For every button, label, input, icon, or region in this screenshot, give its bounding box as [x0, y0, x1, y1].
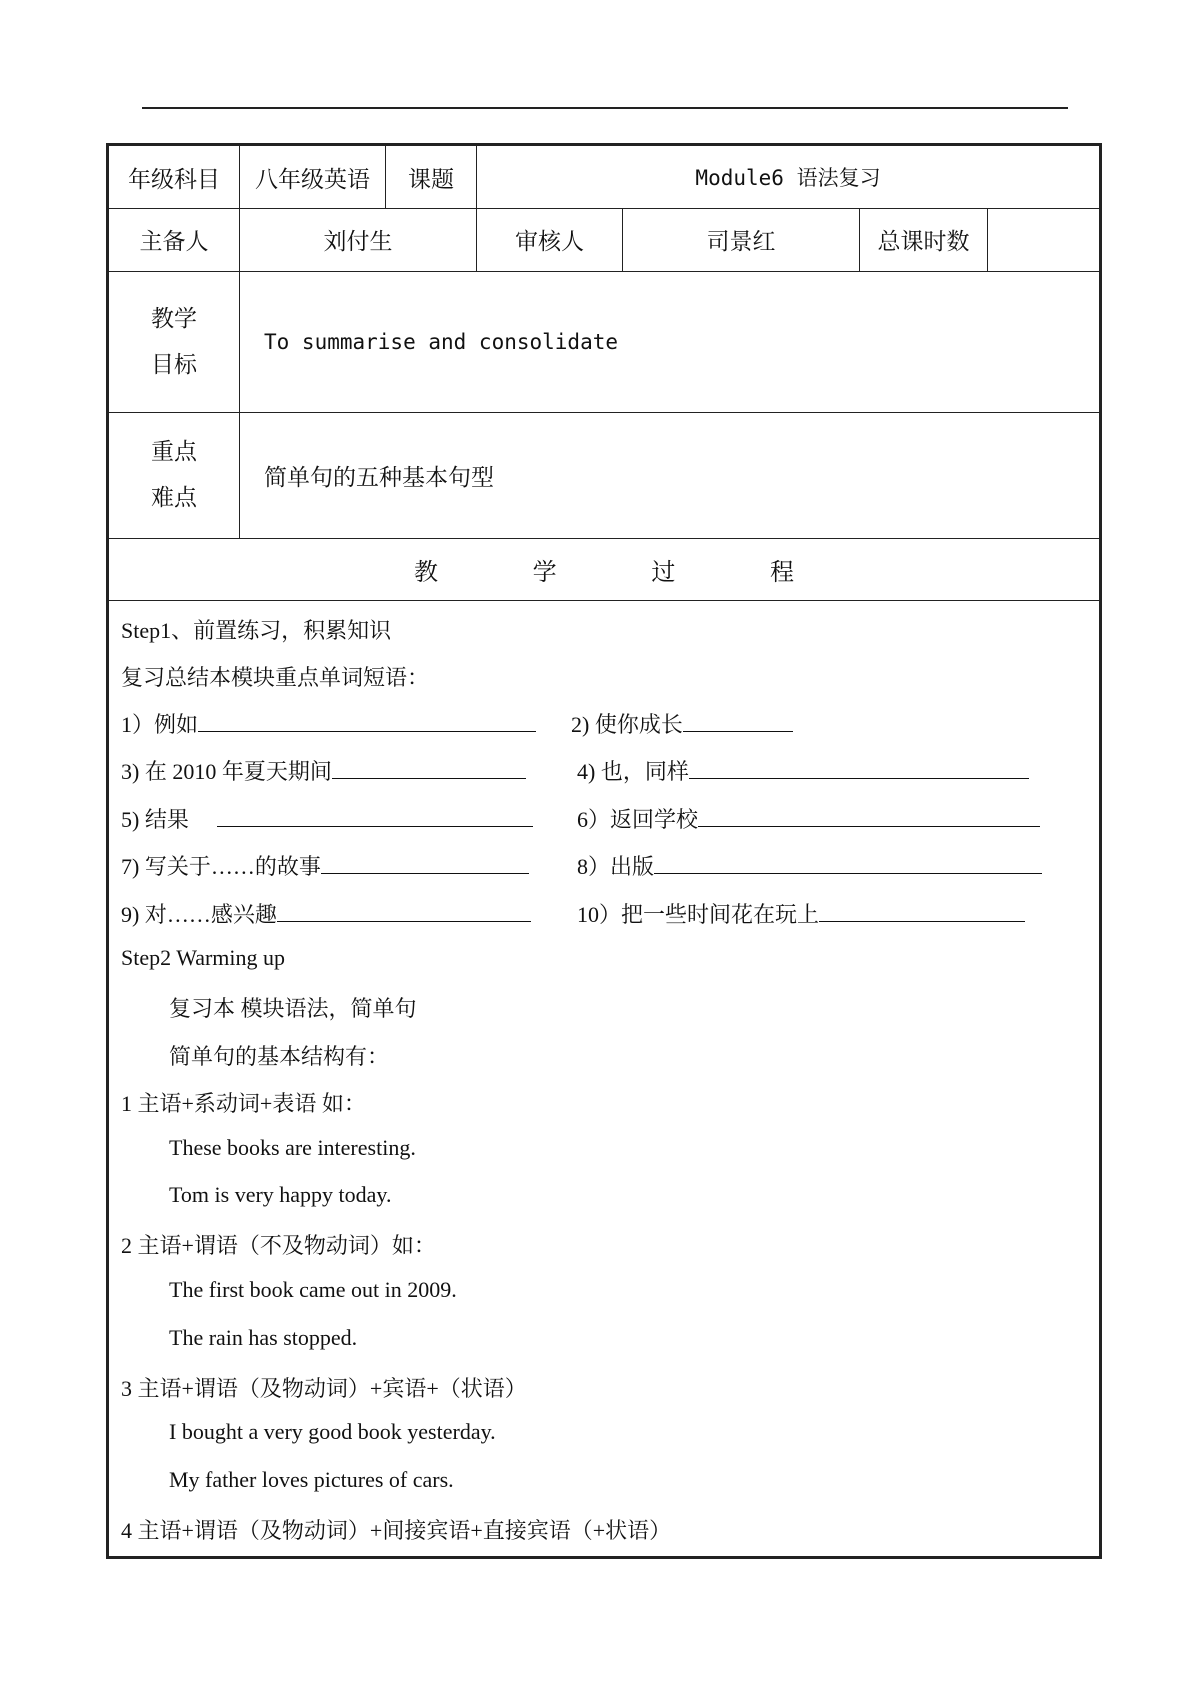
- step2-line2: 简单句的基本结构有：: [169, 1044, 390, 1069]
- pattern-1-example-1: These books are interesting.: [169, 1135, 416, 1160]
- vocab-item-4: 4) 也，同样: [577, 755, 1029, 786]
- step2-title: Step2 Warming up: [121, 945, 286, 970]
- row-subject: [109, 146, 1099, 209]
- pattern-2-example-1: The first book came out in 2009.: [169, 1277, 457, 1302]
- pattern-3: 3 主语+谓语（及物动词）+宾语+（状语）: [121, 1376, 527, 1401]
- process-content: [121, 600, 1081, 1555]
- answer-blank[interactable]: [332, 758, 526, 779]
- objectives-label-line1: 教学: [151, 305, 197, 332]
- objectives-label-line2: 目标: [151, 351, 197, 378]
- total-hours-label: 总课时数: [860, 208, 988, 271]
- vocab-item-9: 9) 对……感兴趣: [121, 898, 531, 929]
- preparer-label: 主备人: [109, 208, 240, 271]
- pattern-3-example-2: My father loves pictures of cars.: [169, 1467, 454, 1492]
- answer-blank[interactable]: [277, 901, 531, 922]
- pattern-4: 4 主语+谓语（及物动词）+间接宾语+直接宾语（+状语）: [121, 1518, 672, 1543]
- answer-blank[interactable]: [217, 806, 533, 827]
- process-title-cell: [109, 538, 1099, 600]
- topic-label: 课题: [386, 146, 477, 208]
- row-process-title: [109, 538, 1099, 601]
- process-title-char-1: 教: [414, 557, 438, 586]
- grade-subject-value: 八年级英语: [240, 146, 386, 208]
- answer-blank[interactable]: [683, 711, 793, 732]
- header-rule: [142, 107, 1068, 109]
- pattern-1: 1 主语+系动词+表语 如：: [121, 1091, 366, 1116]
- pattern-1-example-2: Tom is very happy today.: [169, 1182, 392, 1207]
- vocab-item-8: 8）出版: [577, 850, 1042, 881]
- row-objectives: [109, 271, 1099, 413]
- step1-intro: 复习总结本模块重点单词短语：: [121, 665, 430, 690]
- vocab-item-6: 6）返回学校: [577, 803, 1040, 834]
- key-points-text: 简单句的五种基本句型: [264, 464, 494, 491]
- reviewer-value: 司景红: [623, 208, 860, 271]
- objectives-label: [109, 271, 240, 412]
- vocab-item-5: 5) 结果: [121, 803, 533, 834]
- key-points-label-line1: 重点: [151, 439, 197, 465]
- answer-blank[interactable]: [654, 853, 1042, 874]
- grade-subject-label: 年级科目: [109, 146, 240, 208]
- vocab-item-10: 10）把一些时间花在玩上: [577, 898, 1025, 929]
- process-title: [414, 552, 794, 587]
- pattern-2-example-2: The rain has stopped.: [169, 1325, 358, 1350]
- lesson-plan-table: [106, 143, 1102, 1559]
- process-title-char-3: 过: [651, 557, 676, 586]
- preparer-value: 刘付生: [240, 208, 477, 271]
- process-title-char-4: 程: [769, 557, 794, 586]
- vocab-item-7: 7) 写关于……的故事: [121, 850, 529, 881]
- key-points-label-line2: 难点: [151, 485, 197, 511]
- answer-blank[interactable]: [198, 711, 536, 732]
- vocab-item-2: 2) 使你成长: [571, 708, 793, 739]
- step2-line1: 复习本 模块语法，简单句: [169, 996, 417, 1021]
- process-title-char-2: 学: [532, 557, 557, 586]
- answer-blank[interactable]: [819, 901, 1025, 922]
- pattern-3-example-1: I bought a very good book yesterday.: [169, 1419, 496, 1444]
- key-points-label: [109, 412, 240, 538]
- row-preparer: [109, 208, 1099, 272]
- vocab-item-1: 1）例如: [121, 708, 536, 739]
- topic-value: [477, 146, 1099, 208]
- total-hours-value: [988, 208, 1099, 271]
- pattern-2: 2 主语+谓语（不及物动词）如：: [121, 1233, 436, 1258]
- answer-blank[interactable]: [689, 758, 1029, 779]
- objectives-text: To summarise and consolidate: [264, 329, 619, 354]
- reviewer-label: 审核人: [477, 208, 623, 271]
- answer-blank[interactable]: [321, 853, 529, 874]
- step1-title: Step1、前置练习，积累知识: [121, 618, 392, 643]
- vocab-item-3: 3) 在 2010 年夏天期间: [121, 755, 526, 786]
- topic-value-text: Module6 语法复习: [695, 166, 881, 190]
- answer-blank[interactable]: [698, 806, 1040, 827]
- row-key-points: [109, 412, 1099, 539]
